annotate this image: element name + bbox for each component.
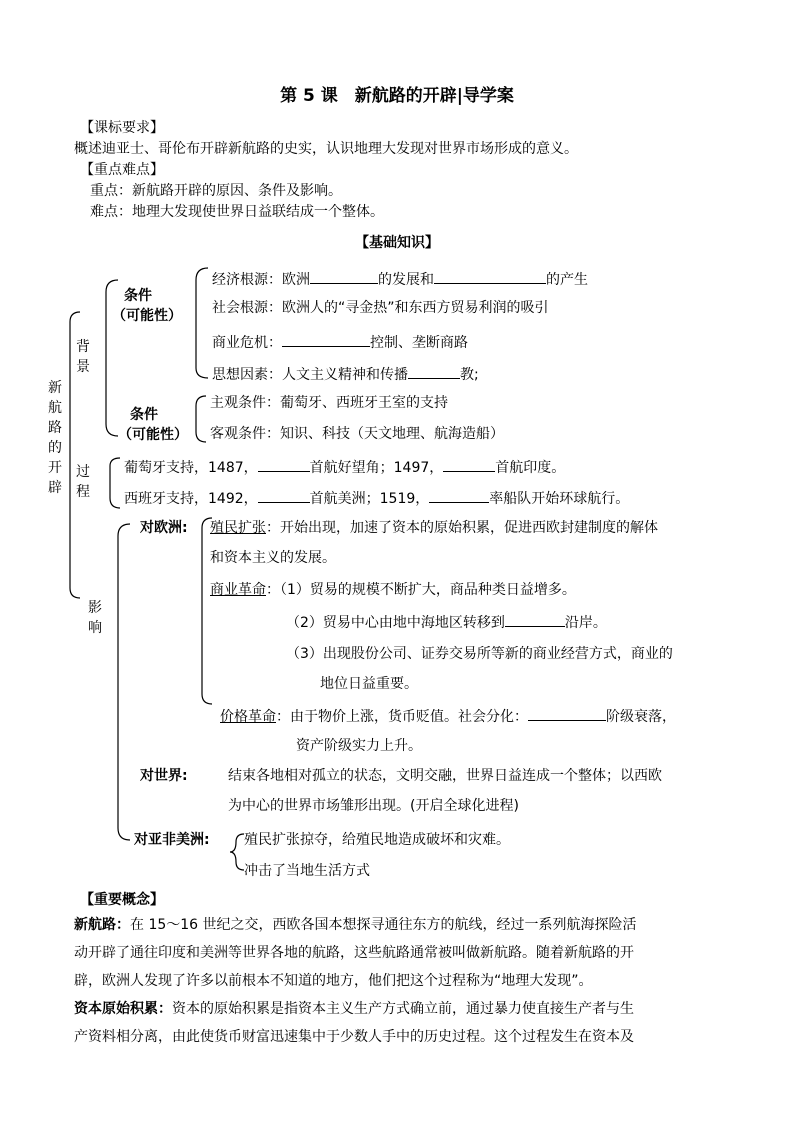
asia-item-1: 殖民扩张掠夺，给殖民地造成破坏和灾难。 (244, 832, 510, 848)
page-title: 第 5 课 新航路的开辟|导学案 (280, 86, 514, 106)
crisis-text-a: 商业危机： (212, 335, 282, 351)
commerce-term: 商业革命 (210, 582, 266, 598)
portugal-text-c: 首航印度。 (495, 460, 566, 476)
difficulty-text: 难点：地理大发现使世界日益联结成一个整体。 (90, 204, 384, 220)
objective-condition: 客观条件：知识、科技（天文地理、航海造船） (210, 426, 504, 442)
concept-primitive-accumulation (74, 999, 634, 1019)
commerce-item-2 (286, 611, 607, 633)
portugal-text-b: 首航好望角；1497， (309, 460, 444, 476)
commerce-item-3-cont: 地位日益重要。 (320, 676, 418, 692)
commerce-item-3: （3）出现股份公司、证券交易所等新的商业经营方式，商业的 (286, 646, 673, 662)
asia-item-2: 冲击了当地生活方式 (244, 863, 370, 879)
concept-term: 资本原始积累： (74, 1001, 172, 1017)
spain-text-b: 首航美洲；1519， (309, 491, 430, 507)
root-char: 开 (48, 460, 62, 476)
world-label: 对世界: (140, 768, 188, 784)
commerce-item-1: ：（1）贸易的规模不断扩大，商品种类日益增多。 (266, 582, 576, 598)
commerce-2-text-a: （2）贸易中心由地中海地区转移到 (286, 615, 505, 631)
price-term: 价格革命 (220, 709, 276, 725)
process-brace (110, 458, 120, 508)
colonial-text-1: ：开始出现，加速了资本的原始积累，促进西欧封建制度的解体 (266, 520, 658, 536)
world-text-1: 结束各地相对孤立的状态，文明交融，世界日益连成一个整体；以西欧 (228, 768, 662, 784)
spain-text-c: 率船队开始环球航行。 (489, 491, 630, 507)
blank[interactable] (282, 331, 370, 347)
focus-text: 重点：新航路开辟的原因、条件及影响。 (90, 183, 342, 199)
root-label (44, 378, 66, 498)
price-revolution (220, 705, 676, 727)
concept-line: 动开辟了通往印度和美洲等世界各地的航路，这些航路通常被叫做新航路。随着新航路的开 (74, 945, 634, 961)
cond1-label-a: 条件 (124, 288, 152, 304)
blank[interactable] (443, 456, 495, 472)
concept-line: 产资料相分离，由此使货币财富迅速集中于少数人手中的历史过程。这个过程发生在资本及 (74, 1029, 634, 1045)
cond1-label-b: （可能性） (112, 308, 182, 324)
curriculum-text: 概述迪亚士、哥伦布开辟新航路的史实，认识地理大发现对世界市场形成的意义。 (74, 141, 578, 157)
root-char: 的 (48, 440, 62, 456)
process-label (72, 462, 94, 502)
europe-label: 对欧洲: (140, 520, 188, 536)
blank[interactable] (528, 705, 606, 721)
cond2-label-a: 条件 (130, 407, 158, 423)
concepts-heading: 【重要概念】 (80, 892, 164, 908)
curriculum-heading: 【课标要求】 (80, 120, 164, 136)
root-char: 航 (48, 400, 62, 416)
eco-text-b: 的发展和 (378, 272, 434, 288)
colonial-term: 殖民扩张 (210, 520, 266, 536)
background-brace (106, 280, 118, 436)
colonial-expansion (210, 518, 658, 538)
spain-text-a: 西班牙支持，1492， (124, 491, 258, 507)
blank[interactable] (408, 363, 460, 379)
cond2-label-b: （可能性） (118, 427, 188, 443)
asia-label: 对亚非美洲: (134, 832, 210, 848)
subjective-condition: 主观条件：葡萄牙、西班牙王室的支持 (210, 395, 448, 411)
process-char: 程 (76, 484, 90, 500)
key-points-heading: 【重点难点】 (80, 162, 164, 178)
basics-heading: 【基础知识】 (355, 235, 439, 251)
cond2-brace (196, 396, 206, 442)
price-text-a: ：由于物价上涨，货币贬值。社会分化： (276, 709, 528, 725)
process-char: 过 (76, 464, 90, 480)
background-label (72, 337, 94, 377)
thought-text-a: 思想因素：人文主义精神和传播 (212, 367, 408, 383)
europe-brace (202, 518, 212, 704)
colonial-expansion-cont: 和资本主义的发展。 (210, 550, 336, 566)
root-char: 新 (48, 380, 62, 396)
root-char: 路 (48, 420, 62, 436)
concept-line: 辟，欧洲人发现了许多以前根本不知道的地方，他们把这个过程称为“地理大发现”。 (74, 973, 593, 989)
thought-factor (212, 363, 479, 385)
cond1-brace (196, 268, 208, 378)
blank[interactable] (505, 611, 565, 627)
asia-brace (230, 834, 244, 870)
background-char: 景 (76, 359, 90, 375)
concept-line: 在 15～16 世纪之交，西欧各国本想探寻通往东方的航线，经过一系列航海探险活 (130, 917, 637, 933)
concept-term: 新航路： (74, 917, 130, 933)
world-text-2: 为中心的世界市场雏形出现。(开启全球化进程) (228, 798, 519, 814)
root-char: 辟 (48, 480, 62, 496)
crisis-text-b: 控制、垄断商路 (370, 335, 468, 351)
blank[interactable] (429, 487, 489, 503)
economic-root (212, 268, 588, 290)
concept-new-route (74, 915, 637, 935)
spain-voyage (124, 487, 629, 509)
impact-label (84, 598, 106, 638)
portugal-text-a: 葡萄牙支持，1487， (124, 460, 258, 476)
commercial-revolution (210, 580, 576, 600)
blank[interactable] (258, 487, 310, 503)
impact-brace (118, 524, 130, 840)
background-char: 背 (76, 339, 90, 355)
thought-text-b: 教; (460, 367, 479, 383)
eco-text-c: 的产生 (546, 272, 588, 288)
price-text-b: 阶级衰落， (606, 709, 676, 725)
blank[interactable] (434, 268, 546, 284)
portugal-voyage (124, 456, 565, 478)
impact-char: 响 (88, 620, 102, 636)
blank[interactable] (258, 456, 310, 472)
blank[interactable] (310, 268, 378, 284)
commercial-crisis (212, 331, 468, 353)
social-root: 社会根源：欧洲人的“寻金热”和东西方贸易利润的吸引 (212, 300, 549, 316)
concept-line: 资本的原始积累是指资本主义生产方式确立前，通过暴力使直接生产者与生 (172, 1001, 634, 1017)
commerce-2-text-b: 沿岸。 (564, 615, 607, 631)
eco-text-a: 经济根源：欧洲 (212, 272, 310, 288)
impact-char: 影 (88, 600, 102, 616)
price-revolution-cont: 资产阶级实力上升。 (296, 738, 422, 754)
